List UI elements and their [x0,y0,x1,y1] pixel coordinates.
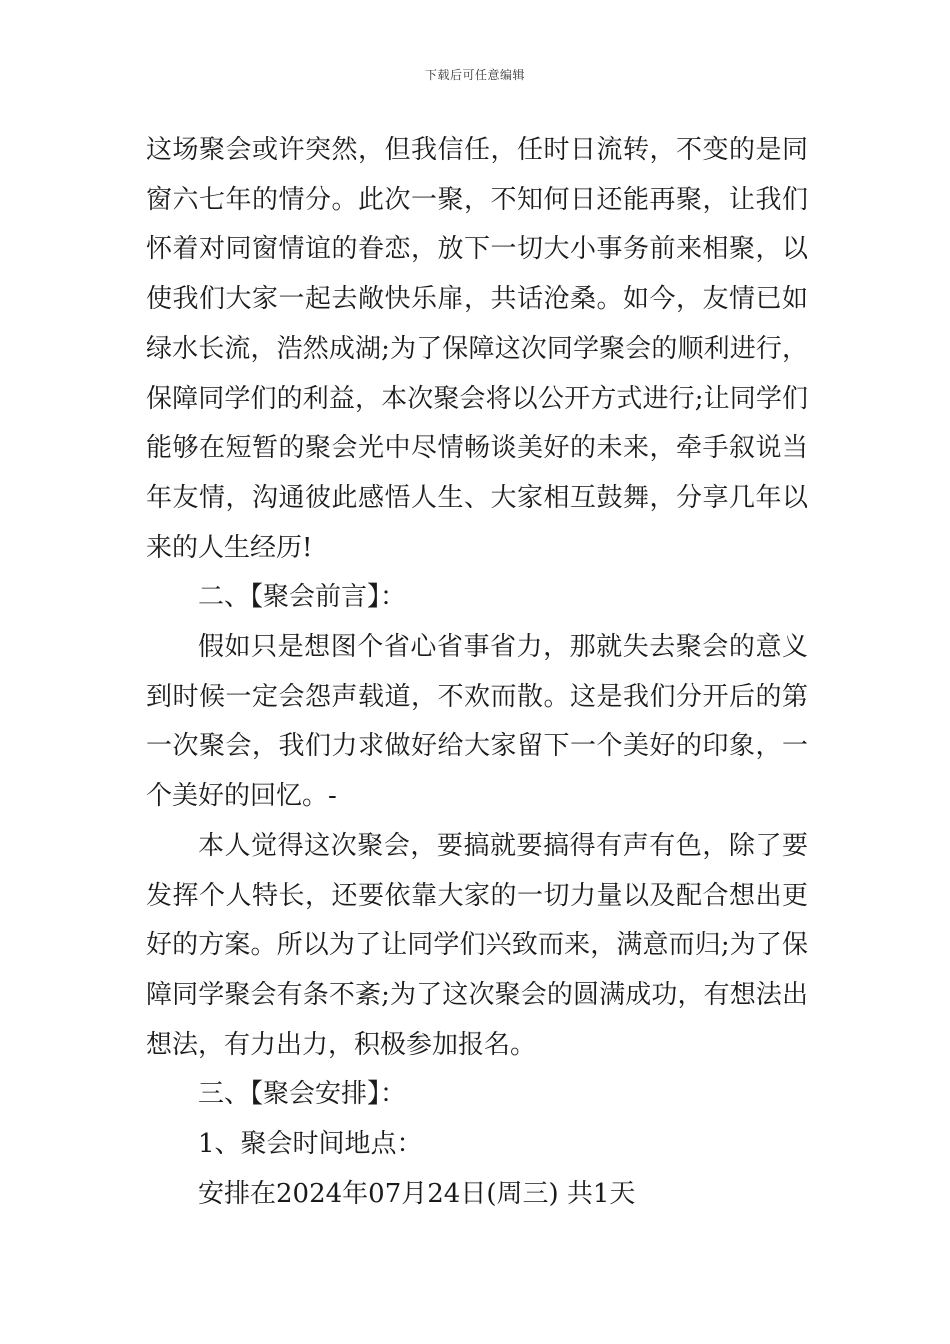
section-heading-preface: 二、【聚会前言】： [198,582,407,613]
paragraph-schedule: 安排在2024年07月24日(周三) 共1天 [198,1178,636,1209]
paragraph-intro: 这场聚会或许突然，但我信任，任时日流转，不变的是同窗六七年的情分。此次一聚，不知何日还能再聚，让我们怀着对同窗情谊的眷恋，放下一切大小事务前来相聚，以使我们大家一起去敞快乐扉，共话沧桑。如今，友情已如绿水长流，浩然成湖;为了保障这次同学聚会的顺利进行，保障同学们的利益，本次聚会将以公开方式进行;让同学们能够在短暂的聚会光中尽情畅谈美好的未来，牵手叙说当年友情，沟通彼此感悟人生、大家相互鼓舞，分享几年以来的人生经历! [146,135,808,563]
subheading-time-place: 1、聚会时间地点： [198,1129,423,1160]
paragraph-preface-1: 假如只是想图个省心省事省力，那就失去聚会的意义到时候一定会怨声载道，不欢而散。这是我们分开后的第一次聚会，我们力求做好给大家留下一个美好的印象，一个美好的回忆。- [146,632,808,812]
section-heading-arrangement: 三、【聚会安排】： [198,1079,407,1110]
document-body [146,126,808,1219]
paragraph-preface-2: 本人觉得这次聚会，要搞就要搞得有声有色，除了要发挥个人特长，还要依靠大家的一切力量以及配合想出更好的方案。所以为了让同学们兴致而来，满意而归;为了保障同学聚会有条不紊;为了这次聚会的圆满成功，有想法出想法，有力出力，积极参加报名。 [146,830,808,1060]
page-header: 下载后可任意编辑 [424,68,525,82]
